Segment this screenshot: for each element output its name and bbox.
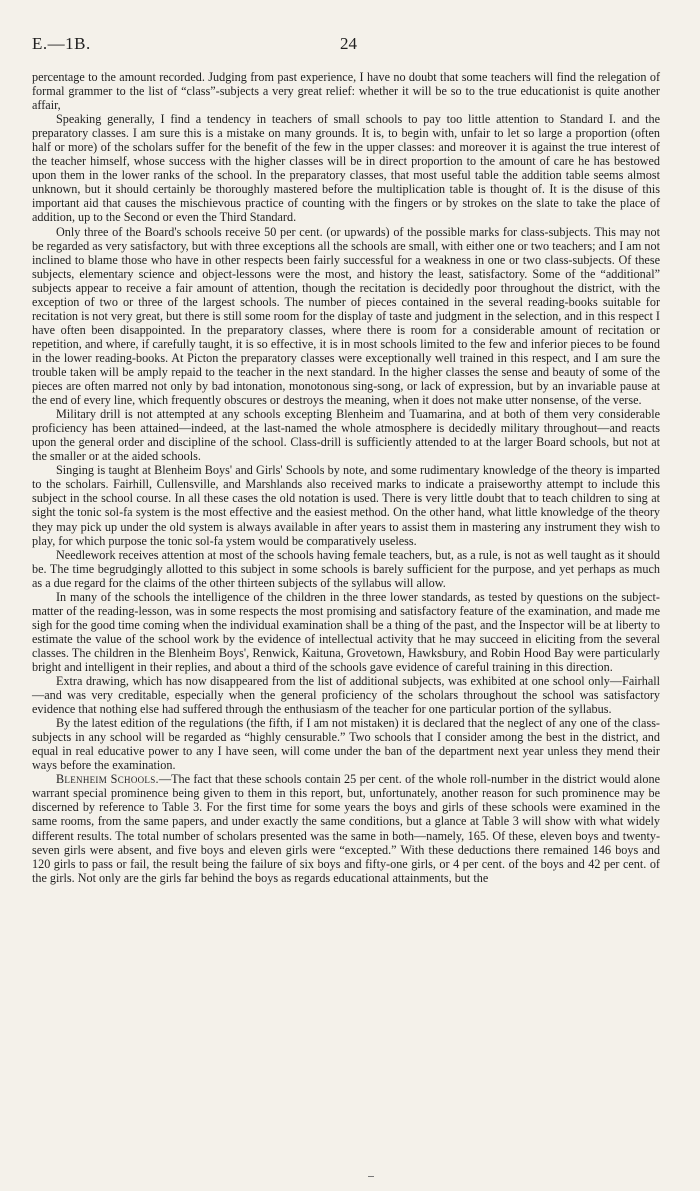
page-number: 24 bbox=[340, 34, 357, 53]
page-header bbox=[32, 34, 660, 68]
paragraph-class-subjects: Only three of the Board's schools receive 50 per cent. (or upwards) of the possible marks for class-subjects. This may not be regarded as very satisfactory, but with three exceptions all the schools are small, with either one or two teachers; and I am not inclined to blame those who have in other respects been fairly successful for a weakness in one or two class-subjects. Of these subjects, elementary science and object-lessons were the most, and history the least, satisfactory. Some of the “additional” subjects appear to receive a fair amount of attention, though the recitation is decidedly poor throughout the district, with the exception of two or three of the largest schools. The number of pieces contained in the several reading-books suitable for recitation is not very great, but there is still some room for the display of taste and judgment in the selection, and in this respect I have often been disappointed. In the preparatory classes, where there is room for a considerable amount of recitation or repetition, and where, if carefully taught, it is so effective, it is in most schools limited to the few and inferior pieces to be found in the lower reading-books. At Picton the preparatory classes were exceptionally well trained in this respect, and I am sure the trouble taken will be amply repaid to the teacher in the next standard. In the higher classes the sense and beauty of some of the pieces are often marred not only by bad intonation, monotonous sing-song, or lack of expression, but by an invariable pause at the end of every line, which frequently obscures or destroys the meaning, when it does not make utter nonsense, of the verse. bbox=[32, 224, 660, 408]
report-body bbox=[32, 70, 660, 885]
section-heading-blenheim-schools: Blenheim Schools. bbox=[56, 772, 159, 787]
paragraph-preparatory-classes: Speaking generally, I find a tendency in teachers of small schools to pay too little attention to Standard I. and the preparatory classes. I am sure this is a mistake on many grounds. It is, to begin with, unfair to let so large a proportion (often half or more) of the scholars suffer for the benefit of the few in the upper classes: and moreover it is against the true interest of the teacher himself, whose success with the higher classes will be in direct proportion to the amount of care he has bestowed upon them in the lower ranks of the school. In the preparatory classes, that most useful table the addition table seems almost unknown, but it should certainly be thoroughly mastered before the multiplication table is thought of. It is the disuse of this important aid that causes the mischievous practice of counting with the fingers or by strokes on the slate to take the place of addition, up to the Second or even the Third Standard. bbox=[32, 112, 660, 225]
footer-mark bbox=[368, 1176, 374, 1177]
paragraph-singing: Singing is taught at Blenheim Boys' and Girls' Schools by note, and some rudimentary knowledge of the theory is imparted to the scholars. Fairhill, Cullensville, and Marshlands also received marks to indicate a praiseworthy attempt to include this subject in the school course. In all these cases the old notation is used. There is very little doubt that to teach children to sing at sight the tonic sol-fa system is the most effective and the easiest method. On the other hand, what little knowledge of the theory they may pick up under the old system is always available in after years to assist them in mastering any instrument they wish to play, for which purpose the tonic sol-fa ystem would be comparatively useless. bbox=[32, 463, 660, 548]
blenheim-schools-text: —The fact that these schools contain 25 per cent. of the whole roll-number in the district would alone warrant special prominence being given to them in this report, but, unfortunately, another reason for such prominence may be discerned by reference to Table 3. For the first time for some years the boys and girls of these schools were examined in the same rooms, from the same papers, and under exactly the same conditions, but a glance at Table 3 will show with what widely different results. The total number of scholars presented was the same in both—namely, 165. Of these, eleven boys and twenty-seven girls were absent, and five boys and eleven girls were “excepted.” With these deductions there remained 146 boys and 120 girls to pass or fail, the result being the failure of six boys and fifty-one girls, or 4 per cent. of the boys and 42 per cent. of the girls. Not only are the girls far behind the boys as regards educational attainments, but the bbox=[32, 772, 660, 885]
paragraph-needlework: Needlework receives attention at most of the schools having female teachers, but, as a rule, is not as well taught as it should be. The time begrudgingly allotted to this subject in some schools is barely sufficient for the purpose, and yet perhaps as much as a due regard for the claims of the other thirteen subjects of the syllabus will allow. bbox=[32, 547, 660, 590]
document-reference: E.—1B. bbox=[32, 34, 91, 53]
paragraph-regulations: By the latest edition of the regulations (the fifth, if I am not mistaken) it is declared that the neglect of any one of the class-subjects in any school will be regarded as “highly censurable.” Two schools that I consider among the best in the district, and equal in real educative power to any I have seen, will come under the ban of the department next year unless they mend their ways before the examination. bbox=[32, 716, 660, 773]
paragraph-blenheim-schools bbox=[32, 772, 660, 884]
paragraph-grammar-continuation: percentage to the amount recorded. Judging from past experience, I have no doubt that some teachers will find the relegation of formal grammer to the list of “class”-subjects a very great relief: whether it will be so to the true educationist is quite another affair, bbox=[32, 70, 660, 113]
paragraph-military-drill: Military drill is not attempted at any schools excepting Blenheim and Tuamarina, and at both of them very considerable proficiency has been attained—indeed, at the last-named the whole atmosphere is decidedly military throughout—and reacts upon the general order and discipline of the school. Class-drill is sufficiently attended to at the larger Board schools, but not at the smaller or at the aided schools. bbox=[32, 407, 660, 464]
paragraph-intelligence: In many of the schools the intelligence of the children in the three lower standards, as tested by questions on the subject-matter of the reading-lesson, was in some respects the most promising and satisfactory feature of the examination, and made me sigh for the good time coming when the individual examination shall be a thing of the past, and the Inspector will be at liberty to estimate the value of the school work by the evidence of intellectual activity that he may succeed in eliciting from the several classes. The children in the Blenheim Boys', Renwick, Kaituna, Grovetown, Hawksbury, and Robin Hood Bay were particularly bright and intelligent in their replies, and about a third of the schools gave evidence of careful training in this direction. bbox=[32, 589, 660, 674]
paragraph-extra-drawing: Extra drawing, which has now disappeared from the list of additional subjects, was exhibited at one school only—Fairhall—and was very creditable, especially when the general proficiency of the scholars throughout the school was satisfactory evidence that nothing else had suffered through the enthusiasm of the teacher for one particular portion of the syllabus. bbox=[32, 674, 660, 717]
